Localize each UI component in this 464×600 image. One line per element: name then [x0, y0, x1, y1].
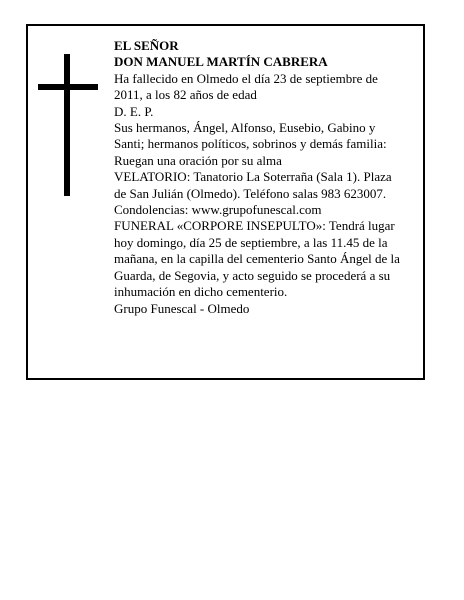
- notice-header-line1: EL SEÑOR: [114, 38, 179, 53]
- deceased-name: DON MANUEL MARTÍN CABRERA: [114, 54, 328, 70]
- family-line: Sus hermanos, Ángel, Alfonso, Eusebio, Gabino y Santi; hermanos políticos, sobrinos y demás familia:: [114, 120, 387, 152]
- death-statement: Ha fallecido en Olmedo el día 23 de septiembre de 2011, a los 82 años de edad: [114, 70, 378, 103]
- wake-info: VELATORIO: Tanatorio La Soterraña (Sala 1). Plaza de San Julián (Olmedo). Teléfono salas 983 623007.: [114, 169, 392, 201]
- cross-horizontal-bar: [38, 84, 98, 90]
- prayer-request: Ruegan una oración por su alma: [114, 152, 282, 168]
- funeral-info: FUNERAL «CORPORE INSEPULTO»: Tendrá lugar hoy domingo, día 25 de septiembre, a las 11.45 de la mañana, en la capilla del cementerio Santo Ángel de la Guarda, de Segovia, y acto seguido se procederá a su inhumación en dicho cementerio.: [114, 218, 400, 300]
- funeral-home-signature: Grupo Funescal - Olmedo: [114, 300, 250, 316]
- rip-line: D. E. P.: [114, 103, 154, 119]
- cross-vertical-bar: [64, 54, 70, 196]
- cross-icon: [38, 54, 98, 196]
- condolences-line: Condolencias: www.grupofunescal.com: [114, 202, 322, 218]
- obituary-text: [114, 38, 404, 317]
